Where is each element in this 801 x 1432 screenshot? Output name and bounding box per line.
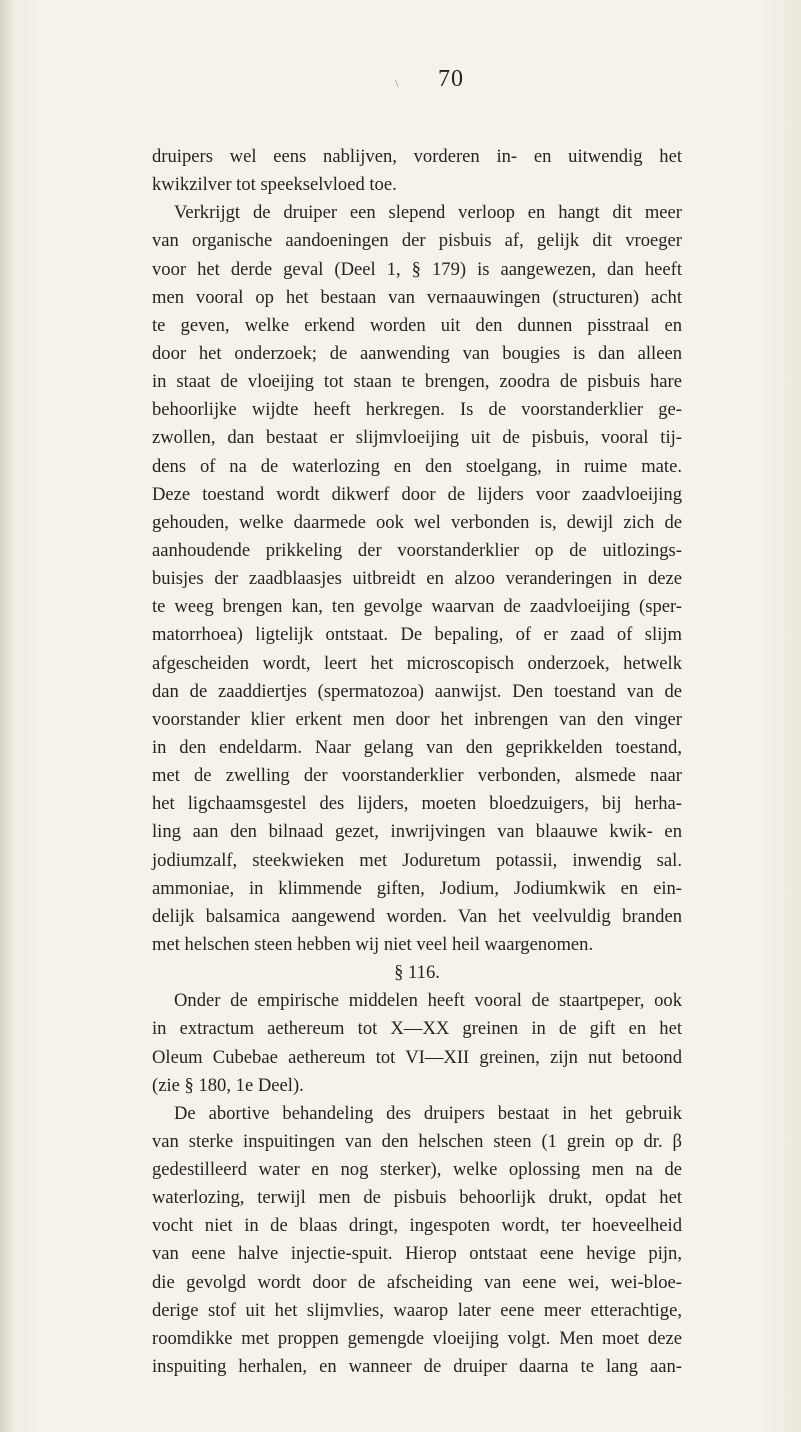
text-line: door het onderzoek; de aanwending van bougies is dan alleen: [152, 342, 682, 364]
text-line: vocht niet in de blaas dringt, ingespoten wordt, ter hoeveelheid: [152, 1215, 682, 1237]
text-line: te weeg brengen kan, ten gevolge waarvan de zaadvloeijing (sper-: [152, 596, 682, 618]
text-line: dens of na de waterlozing en den stoelgang, in ruime mate.: [152, 455, 682, 477]
body-text: [152, 143, 682, 1381]
text-line: men vooral op het bestaan van vernaauwingen (structuren) acht: [152, 286, 682, 308]
text-line: matorrhoea) ligtelijk ontstaat. De bepaling, of er zaad of slijm: [152, 624, 682, 646]
text-line: druipers wel eens nablijven, vorderen in- en uitwendig het: [152, 146, 682, 167]
text-line: met de zwelling der voorstanderklier verbonden, alsmede naar: [152, 765, 682, 787]
text-line: Oleum Cubebae aethereum tot VI—XII greinen, zijn nut betoond: [152, 1046, 682, 1068]
text-line: De abortive behandeling des druipers bestaat in het gebruik: [174, 1102, 682, 1124]
text-line: dan de zaaddiertjes (spermatozoa) aanwijst. Den toestand van de: [152, 680, 682, 702]
text-line: die gevolgd wordt door de afscheiding van eene wei, wei-bloe-: [152, 1271, 682, 1293]
text-line: inspuiting herhalen, en wanneer de druiper daarna te lang aan-: [152, 1356, 682, 1378]
text-line: van organische aandoeningen der pisbuis af, gelijk dit vroeger: [152, 230, 682, 252]
text-line: derige stof uit het slijmvlies, waarop later eene meer etterachtige,: [152, 1299, 682, 1321]
text-line: voor het derde geval (Deel 1, § 179) is aangewezen, dan heeft: [152, 258, 682, 280]
section-heading: § 116.: [394, 962, 440, 984]
text-line: voorstander klier erkent men door het inbrengen van den vinger: [152, 708, 682, 730]
text-line: roomdikke met proppen gemengde vloeijing volgt. Men moet deze: [152, 1327, 682, 1349]
text-line: waterlozing, terwijl men de pisbuis behoorlijk drukt, opdat het: [152, 1187, 682, 1209]
text-line: van sterke inspuitingen van den helschen steen (1 grein op dr. β: [152, 1130, 682, 1152]
text-line: delijk balsamica aangewend worden. Van het veelvuldig branden: [152, 905, 682, 927]
text-line: Onder de empirische middelen heeft vooral de staartpeper, ook: [174, 990, 682, 1012]
text-line: kwikzilver tot speekselvloed toe.: [152, 174, 397, 196]
text-line: aanhoudende prikkeling der voorstanderklier op de uitlozings-: [152, 539, 682, 561]
text-line: zwollen, dan bestaat er slijmvloeijing uit de pisbuis, vooral tij-: [152, 427, 682, 449]
text-line: ammoniae, in klimmende giften, Jodium, Jodiumkwik en ein-: [152, 877, 682, 899]
text-line: ling aan den bilnaad gezet, inwrijvingen van blaauwe kwik- en: [152, 821, 682, 843]
text-line: Verkrijgt de druiper een slepend verloop en hangt dit meer: [174, 202, 682, 224]
text-line: afgescheiden wordt, leert het microscopisch onderzoek, hetwelk: [152, 652, 682, 674]
text-line: Deze toestand wordt dikwerf door de lijders voor zaadvloeijing: [152, 483, 682, 505]
page-gutter-shadow: [0, 0, 14, 1432]
page-number: 70: [438, 66, 464, 92]
text-line: met helschen steen hebben wij niet veel heil waargenomen.: [152, 933, 594, 955]
text-line: te geven, welke erkend worden uit den dunnen pisstraal en: [152, 314, 682, 336]
text-line: van eene halve injectie-spuit. Hierop ontstaat eene hevige pijn,: [152, 1243, 682, 1265]
text-line: in staat de vloeijing tot staan te brengen, zoodra de pisbuis hare: [152, 371, 682, 393]
text-line: gedestilleerd water en nog sterker), welke oplossing men na de: [152, 1159, 682, 1181]
text-line: gehouden, welke daarmede ook wel verbonden is, dewijl zich de: [152, 511, 682, 533]
text-line: in extractum aethereum tot X—XX greinen in de gift en het: [152, 1018, 682, 1040]
text-line: (zie § 180, 1e Deel).: [152, 1074, 304, 1096]
margin-mark: \: [395, 76, 399, 90]
text-line: jodiumzalf, steekwieken met Joduretum potassii, inwendig sal.: [152, 849, 682, 871]
text-line: behoorlijke wijdte heeft herkregen. Is de voorstanderklier ge-: [152, 399, 682, 421]
text-line: het ligchaamsgestel des lijders, moeten bloedzuigers, bij herha-: [152, 793, 682, 815]
text-line: buisjes der zaadblaasjes uitbreidt en alzoo veranderingen in deze: [152, 568, 682, 590]
text-line: in den endeldarm. Naar gelang van den geprikkelden toestand,: [152, 736, 682, 758]
